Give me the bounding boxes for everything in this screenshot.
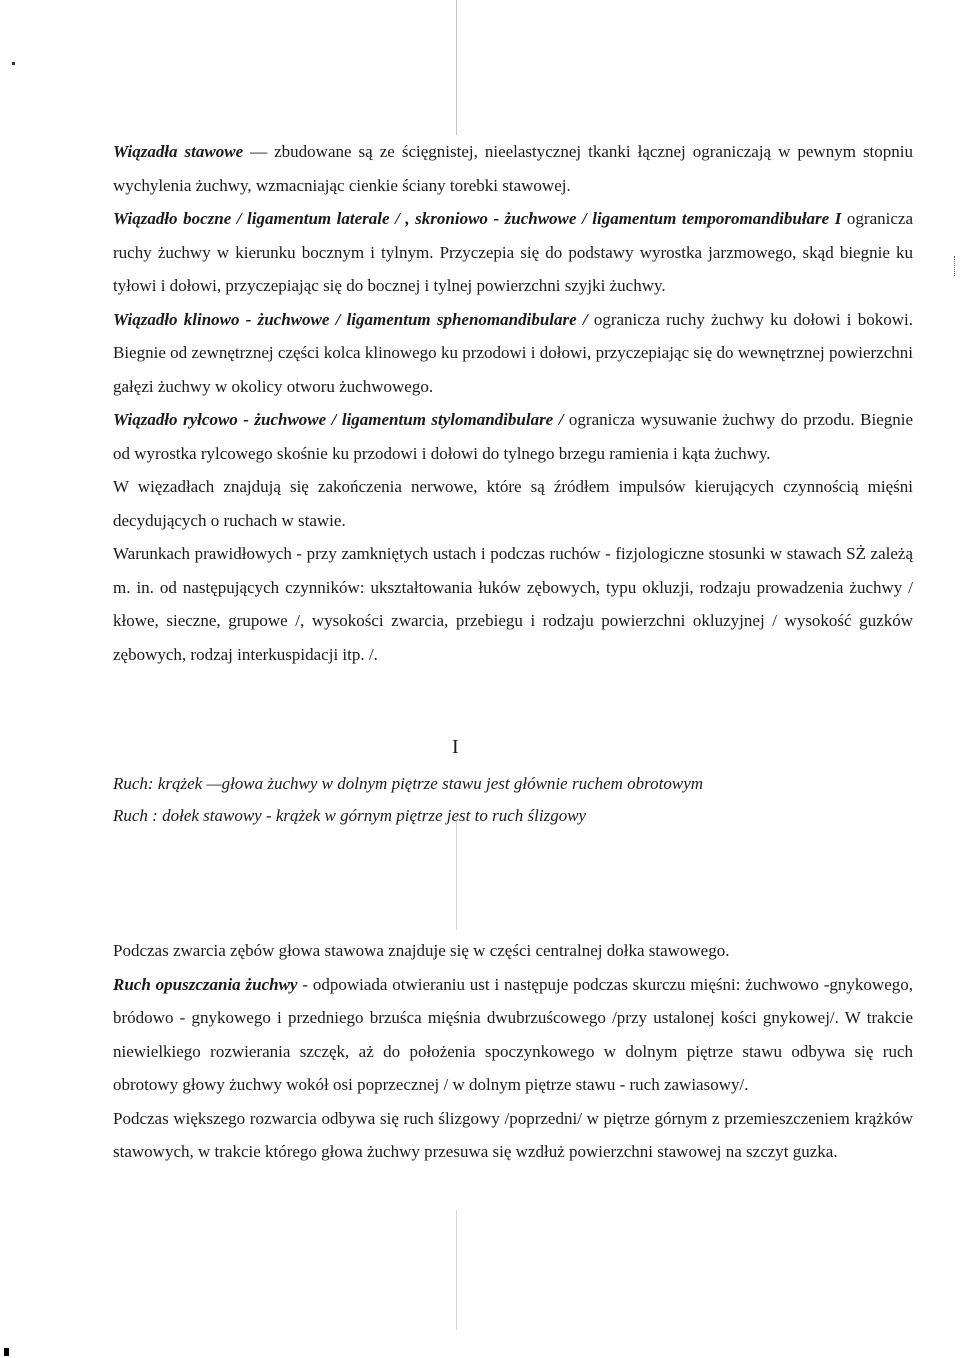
scan-speck <box>12 62 15 65</box>
paragraph-rozwarcie <box>113 1102 913 1169</box>
scan-artifact-bottom <box>456 1210 457 1330</box>
paragraph-text: ogranicza ruchy żuchwy ku dołowi i bokowi. Biegnie od zewnętrznej części kolca klinowego ku przodowi i dołowi, przyczepiając się do wewnętrznej powierzchni gałęzi żuchwy w okolicy otworu żuchwowego. <box>113 309 913 396</box>
scan-edge-mark <box>954 256 958 276</box>
paragraph-text: W więzadłach znajdują się zakończenia nerwowe, które są źródłem impulsów kierujących czynnością mięśni decydujących o ruchach w stawie. <box>113 477 913 530</box>
scan-artifact-top <box>456 0 457 135</box>
paragraph-opuszczanie <box>113 968 913 1102</box>
term-ruch-opuszczania: Ruch opuszczania żuchwy <box>113 974 298 994</box>
document-body-lower <box>113 934 913 1169</box>
paragraph-warunki <box>113 537 913 671</box>
term-wiazadlo-boczne: Wiązadło boczne / ligamentum laterale / , skroniowo - żuchwowe / ligamentum temporomandibułare I <box>113 209 842 228</box>
paragraph-rylcowo <box>113 403 913 470</box>
paragraph-text: ogranicza ruchy żuchwy w kierunku bocznym i tylnym. Przyczepia się do podstawy wyrostka jarzmowego, skąd biegnie ku tyłowi i dołowi, przyczepiając się do bocznej i tylnej powierzchni szyjki żuchwy. <box>113 209 914 295</box>
paragraph-text: Podczas zwarcia zębów głowa stawowa znajduje się w części centralnej dołka stawowego. <box>113 941 730 960</box>
paragraph-klinowo <box>113 303 913 404</box>
paragraph-zakonczenia <box>113 470 913 537</box>
italic-notes <box>113 768 913 832</box>
scan-artifact-mid <box>456 820 457 930</box>
separator-mark: I <box>452 736 459 758</box>
document-body <box>113 135 913 671</box>
term-wiazadla-stawowe: Wiązadła stawowe <box>113 142 244 161</box>
paragraph-text: Podczas większego rozwarcia odbywa się ruch ślizgowy /poprzedni/ w piętrze górnym z przemieszczeniem krążków stawowych, w trakcie którego głowa żuchwy przesuwa się wzdłuż powierzchni stawowej na szczyt guzka. <box>113 1108 913 1161</box>
paragraph-text: - odpowiada otwieraniu ust i następuje podczas skurczu mięśni: żuchwowo -gnykowego, bródowo - gnykowego i przedniego brzuśca mięśnia dwubrzuścowego /przy ustalonej kości gnykowej/. W trakcie niewielkiego rozwierania szczęk, aż do położenia spoczynkowego w dolnym piętrze stawu odbywa się ruch obrotowy głowy żuchwy wokół osi poprzecznej / w dolnym piętrze stawu - ruch zawiasowy/. <box>113 974 913 1094</box>
term-wiazadlo-rylcowo: Wiązadło ryłcowo - żuchwowe / ligamentum stylomandibulare / <box>113 410 564 429</box>
paragraph-text: Warunkach prawidłowych - przy zamkniętych ustach i podczas ruchów - fizjologiczne stosunki w stawach SŻ zależą m. in. od następujących czynników: ukształtowania łuków zębowych, typu okluzji, rodzaju prowadzenia żuchwy / kłowe, sieczne, grupowe /, wysokości zwarcia, przebiegu i rodzaju powierzchni okluzyjnej / wysokość guzków zębowych, rodzaj interkuspidacji itp. /. <box>113 544 913 664</box>
term-wiazadlo-klinowo: Wiązadło klinowo - żuchwowe / ligamentum sphenomandibulare / <box>113 309 588 329</box>
paragraph-stawowe <box>113 135 913 202</box>
paragraph-text: — zbudowane są ze ścięgnistej, nieelastycznej tkanki łącznej ograniczają w pewnym stopniu wychylenia żuchwy, wzmacniając cienkie ściany torebki stawowej. <box>113 142 914 195</box>
italic-line-sliding: Ruch : dołek stawowy - krążek w górnym piętrze jest to ruch ślizgowy <box>113 806 587 825</box>
paragraph-text: ogranicza wysuwanie żuchwy do przodu. Biegnie od wyrostka rylcowego skośnie ku przodowi i dołowi do tylnego brzegu ramienia i kąta żuchwy. <box>113 410 914 463</box>
paragraph-boczne <box>113 202 913 303</box>
italic-line-rotation: Ruch: krążek —głowa żuchwy w dolnym piętrze stawu jest głównie ruchem obrotowym <box>113 774 704 793</box>
scan-corner-mark <box>4 1348 9 1356</box>
paragraph-zwarcie <box>113 934 913 968</box>
